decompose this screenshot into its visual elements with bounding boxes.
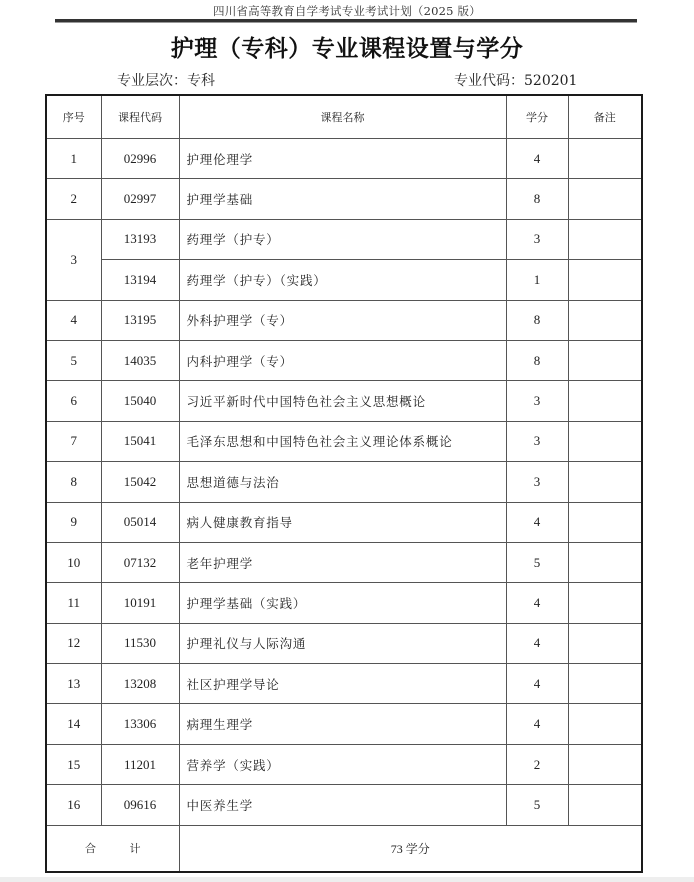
course-note bbox=[568, 219, 642, 259]
course-credit: 3 bbox=[506, 421, 568, 461]
major-level-label: 专业层次： bbox=[117, 73, 187, 89]
header-course-code: 课程代码 bbox=[101, 95, 179, 139]
course-credit: 5 bbox=[506, 542, 568, 582]
course-name: 护理学基础 bbox=[179, 179, 506, 219]
course-code: 11201 bbox=[101, 744, 179, 784]
course-code: 02996 bbox=[101, 139, 179, 179]
table-row bbox=[46, 219, 642, 259]
course-name: 护理学基础（实践） bbox=[179, 583, 506, 623]
course-code: 05014 bbox=[101, 502, 179, 542]
total-value: 73 学分 bbox=[179, 825, 642, 872]
row-index: 16 bbox=[46, 785, 101, 825]
course-note bbox=[568, 300, 642, 340]
course-credit: 4 bbox=[506, 704, 568, 744]
course-credit: 4 bbox=[506, 139, 568, 179]
table-header-row bbox=[46, 95, 642, 139]
course-name: 毛泽东思想和中国特色社会主义理论体系概论 bbox=[179, 421, 506, 461]
course-name: 护理礼仪与人际沟通 bbox=[179, 623, 506, 663]
table-row bbox=[46, 260, 642, 300]
row-index: 8 bbox=[46, 462, 101, 502]
course-name: 护理伦理学 bbox=[179, 139, 506, 179]
course-name: 内科护理学（专） bbox=[179, 340, 506, 380]
header-course-name: 课程名称 bbox=[179, 95, 506, 139]
course-code: 10191 bbox=[101, 583, 179, 623]
course-code: 13194 bbox=[101, 260, 179, 300]
table-row bbox=[46, 139, 642, 179]
course-name: 病理生理学 bbox=[179, 704, 506, 744]
total-row bbox=[46, 825, 642, 872]
course-credit: 3 bbox=[506, 462, 568, 502]
row-index: 3 bbox=[46, 219, 101, 300]
table-row bbox=[46, 542, 642, 582]
course-credit: 8 bbox=[506, 340, 568, 380]
course-note bbox=[568, 139, 642, 179]
table-row bbox=[46, 502, 642, 542]
course-name: 社区护理学导论 bbox=[179, 664, 506, 704]
course-name: 中医养生学 bbox=[179, 785, 506, 825]
running-head: 四川省高等教育自学考试专业考试计划（2025 版） bbox=[213, 4, 481, 18]
course-note bbox=[568, 785, 642, 825]
table-row bbox=[46, 300, 642, 340]
row-index: 9 bbox=[46, 502, 101, 542]
header-note: 备注 bbox=[568, 95, 642, 139]
course-note bbox=[568, 421, 642, 461]
table-row bbox=[46, 583, 642, 623]
course-note bbox=[568, 583, 642, 623]
header-credit: 学分 bbox=[506, 95, 568, 139]
table-row bbox=[46, 462, 642, 502]
course-code: 13195 bbox=[101, 300, 179, 340]
row-index: 4 bbox=[46, 300, 101, 340]
course-note bbox=[568, 340, 642, 380]
table-row bbox=[46, 421, 642, 461]
course-note bbox=[568, 704, 642, 744]
course-credit: 4 bbox=[506, 502, 568, 542]
course-note bbox=[568, 260, 642, 300]
table-row bbox=[46, 785, 642, 825]
course-credit: 4 bbox=[506, 664, 568, 704]
course-name: 营养学（实践） bbox=[179, 744, 506, 784]
table-row bbox=[46, 340, 642, 380]
major-code-value: 520201 bbox=[524, 73, 578, 89]
course-credit: 3 bbox=[506, 381, 568, 421]
course-code: 13306 bbox=[101, 704, 179, 744]
table-row bbox=[46, 704, 642, 744]
course-code: 02997 bbox=[101, 179, 179, 219]
course-note bbox=[568, 179, 642, 219]
header-rule bbox=[55, 19, 637, 23]
row-index: 2 bbox=[46, 179, 101, 219]
course-code: 15042 bbox=[101, 462, 179, 502]
row-index: 7 bbox=[46, 421, 101, 461]
course-credit: 3 bbox=[506, 219, 568, 259]
course-name: 思想道德与法治 bbox=[179, 462, 506, 502]
course-code: 15040 bbox=[101, 381, 179, 421]
major-code-label: 专业代码： bbox=[454, 73, 524, 89]
row-index: 5 bbox=[46, 340, 101, 380]
course-code: 11530 bbox=[101, 623, 179, 663]
row-index: 6 bbox=[46, 381, 101, 421]
course-code: 13208 bbox=[101, 664, 179, 704]
row-index: 13 bbox=[46, 664, 101, 704]
course-name: 老年护理学 bbox=[179, 542, 506, 582]
course-note bbox=[568, 744, 642, 784]
course-note bbox=[568, 623, 642, 663]
table-row bbox=[46, 179, 642, 219]
course-name: 药理学（护专） bbox=[179, 219, 506, 259]
course-code: 13193 bbox=[101, 219, 179, 259]
course-credit: 1 bbox=[506, 260, 568, 300]
course-credit: 8 bbox=[506, 300, 568, 340]
course-credit: 8 bbox=[506, 179, 568, 219]
course-credit: 5 bbox=[506, 785, 568, 825]
course-note bbox=[568, 381, 642, 421]
course-name: 病人健康教育指导 bbox=[179, 502, 506, 542]
course-name: 习近平新时代中国特色社会主义思想概论 bbox=[179, 381, 506, 421]
header-index: 序号 bbox=[46, 95, 101, 139]
course-code: 14035 bbox=[101, 340, 179, 380]
table-row bbox=[46, 381, 642, 421]
major-code bbox=[454, 70, 577, 90]
course-name: 外科护理学（专） bbox=[179, 300, 506, 340]
total-label: 合 计 bbox=[46, 825, 179, 872]
course-credit: 2 bbox=[506, 744, 568, 784]
course-note bbox=[568, 462, 642, 502]
row-index: 12 bbox=[46, 623, 101, 663]
table-row bbox=[46, 664, 642, 704]
course-code: 15041 bbox=[101, 421, 179, 461]
course-note bbox=[568, 542, 642, 582]
table-row bbox=[46, 744, 642, 784]
row-index: 14 bbox=[46, 704, 101, 744]
course-credit: 4 bbox=[506, 583, 568, 623]
course-code: 07132 bbox=[101, 542, 179, 582]
course-credit: 4 bbox=[506, 623, 568, 663]
major-level bbox=[117, 70, 215, 90]
page-bottom-edge bbox=[0, 877, 694, 882]
table-row bbox=[46, 623, 642, 663]
row-index: 11 bbox=[46, 583, 101, 623]
course-name: 药理学（护专）（实践） bbox=[179, 260, 506, 300]
course-note bbox=[568, 664, 642, 704]
row-index: 15 bbox=[46, 744, 101, 784]
page-title: 护理（专科）专业课程设置与学分 bbox=[170, 36, 524, 62]
course-note bbox=[568, 502, 642, 542]
course-table bbox=[45, 94, 643, 873]
row-index: 10 bbox=[46, 542, 101, 582]
row-index: 1 bbox=[46, 139, 101, 179]
major-level-value: 专科 bbox=[187, 73, 215, 89]
course-code: 09616 bbox=[101, 785, 179, 825]
